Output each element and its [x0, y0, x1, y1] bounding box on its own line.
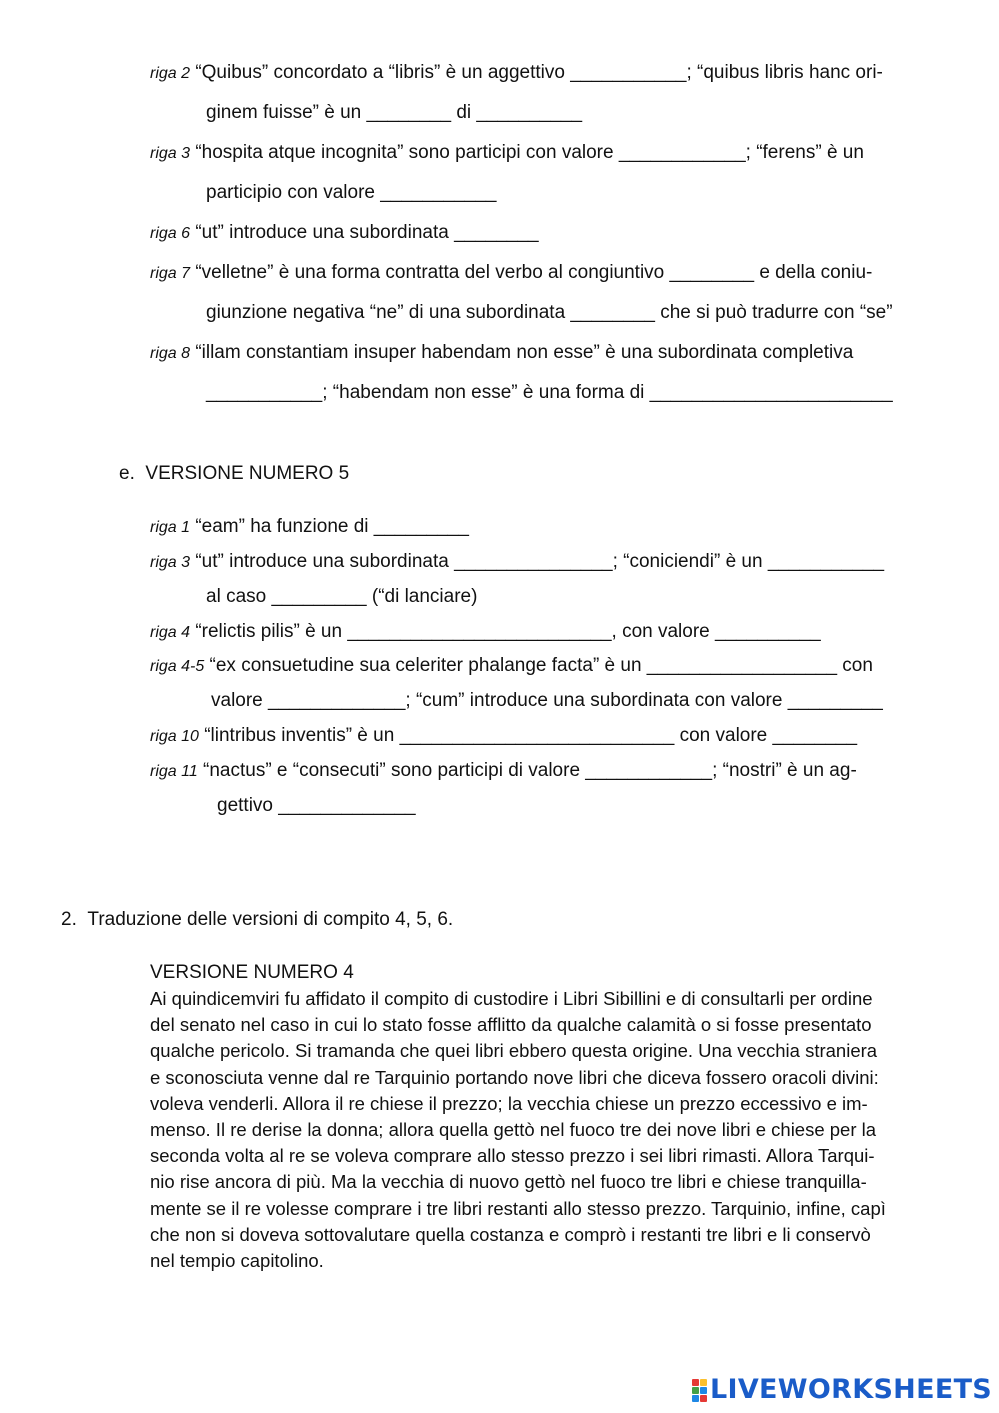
riga-7-line: riga 7 “velletne” è una forma contratta del verbo al congiuntivo ________ e della coniu-	[150, 262, 873, 283]
riga-3-line: riga 3 “hospita atque incognita” sono participi con valore ____________; “ferens” è un	[150, 142, 864, 163]
e-riga-4-5-continuation: valore _____________; “cum” introduce una subordinata con valore _________	[211, 690, 883, 711]
riga-8-line: riga 8 “illam constantiam insuper habendam non esse” è una subordinata completiva	[150, 342, 854, 363]
logo-square-blue-2	[692, 1395, 699, 1402]
versione-4-title: VERSIONE NUMERO 4	[150, 962, 354, 983]
paragraph-line: mente se il re volesse comprare i tre libri restanti allo stesso prezzo. Tarquinio, infine, capì	[150, 1197, 886, 1219]
paragraph-line: voleva venderli. Allora il re chiese il prezzo; la vecchia chiese un prezzo eccessivo e im-	[150, 1092, 868, 1114]
e-riga-11-line: riga 11 “nactus” e “consecuti” sono participi di valore ____________; “nostri” è un ag-	[150, 760, 857, 781]
riga-3-continuation: participio con valore ___________	[206, 182, 497, 203]
section-e-heading: e. VERSIONE NUMERO 5	[119, 463, 350, 484]
riga-2-continuation: ginem fuisse” è un ________ di __________	[206, 102, 583, 123]
paragraph-line: Ai quindicemviri fu affidato il compito di custodire i Libri Sibillini e di consultarli per ordine	[150, 988, 873, 1009]
paragraph-line: seconda volta al re se voleva comprare allo stesso prezzo i sei libri rimasti. Allora Tarqui-	[150, 1145, 875, 1167]
e-riga-3-line: riga 3 “ut” introduce una subordinata _______________; “coniciendi” è un ___________	[150, 551, 885, 572]
e-riga-3-continuation: al caso _________ (“di lanciare)	[206, 586, 478, 607]
paragraph-line: e sconosciuta venne dal re Tarquinio portando nove libri che diceva fossero oracoli divini:	[150, 1066, 879, 1088]
liveworksheets-logo-text: LIVEWORKSHEETS	[710, 1374, 993, 1406]
logo-square-red	[692, 1379, 699, 1386]
riga-8-continuation: ___________; “habendam non esse” è una forma di _______________________	[206, 382, 893, 403]
riga-7-continuation: giunzione negativa “ne” di una subordinata ________ che si può tradurre con “se”	[206, 302, 893, 323]
logo-square-yellow	[700, 1379, 707, 1386]
section-2-heading: 2. Traduzione delle versioni di compito 4, 5, 6.	[61, 909, 454, 930]
versione-4-translation	[150, 986, 940, 1274]
liveworksheets-logo-icon	[692, 1379, 707, 1402]
paragraph-line: nio rise ancora di più. Ma la vecchia di nuovo gettò nel fuoco tre libri e chiese tranquilla-	[150, 1171, 867, 1193]
riga-6-line: riga 6 “ut” introduce una subordinata ________	[150, 222, 539, 243]
e-riga-10-line: riga 10 “lintribus inventis” è un __________________________ con valore ________	[150, 725, 858, 746]
paragraph-line: nel tempio capitolino.	[150, 1250, 324, 1272]
paragraph-line: del senato nel caso in cui lo stato fosse afflitto da qualche calamità o si fosse presentato	[150, 1014, 872, 1036]
paragraph-line: menso. Il re derise la donna; allora quella gettò nel fuoco tre dei nove libri e chiese per la	[150, 1119, 877, 1141]
logo-square-red-2	[700, 1395, 707, 1402]
e-riga-4-5-line: riga 4-5 “ex consuetudine sua celeriter phalange facta” è un __________________ con	[150, 655, 873, 676]
e-riga-4-line: riga 4 “relictis pilis” è un _________________________, con valore __________	[150, 621, 821, 642]
liveworksheets-logo[interactable]	[692, 1374, 992, 1406]
riga-2-line: riga 2 “Quibus” concordato a “libris” è un aggettivo ___________; “quibus libris hanc ori-	[150, 62, 883, 83]
logo-square-green	[692, 1387, 699, 1394]
logo-square-blue	[700, 1387, 707, 1394]
e-riga-11-continuation: gettivo _____________	[217, 795, 416, 816]
paragraph-line: qualche pericolo. Si tramanda che quei libri ebbero questa origine. Una vecchia straniera	[150, 1040, 878, 1062]
paragraph-line: che non si doveva sottovalutare quella costanza e comprò i restanti tre libri e li conservò	[150, 1223, 871, 1245]
e-riga-1-line: riga 1 “eam” ha funzione di _________	[150, 516, 469, 537]
